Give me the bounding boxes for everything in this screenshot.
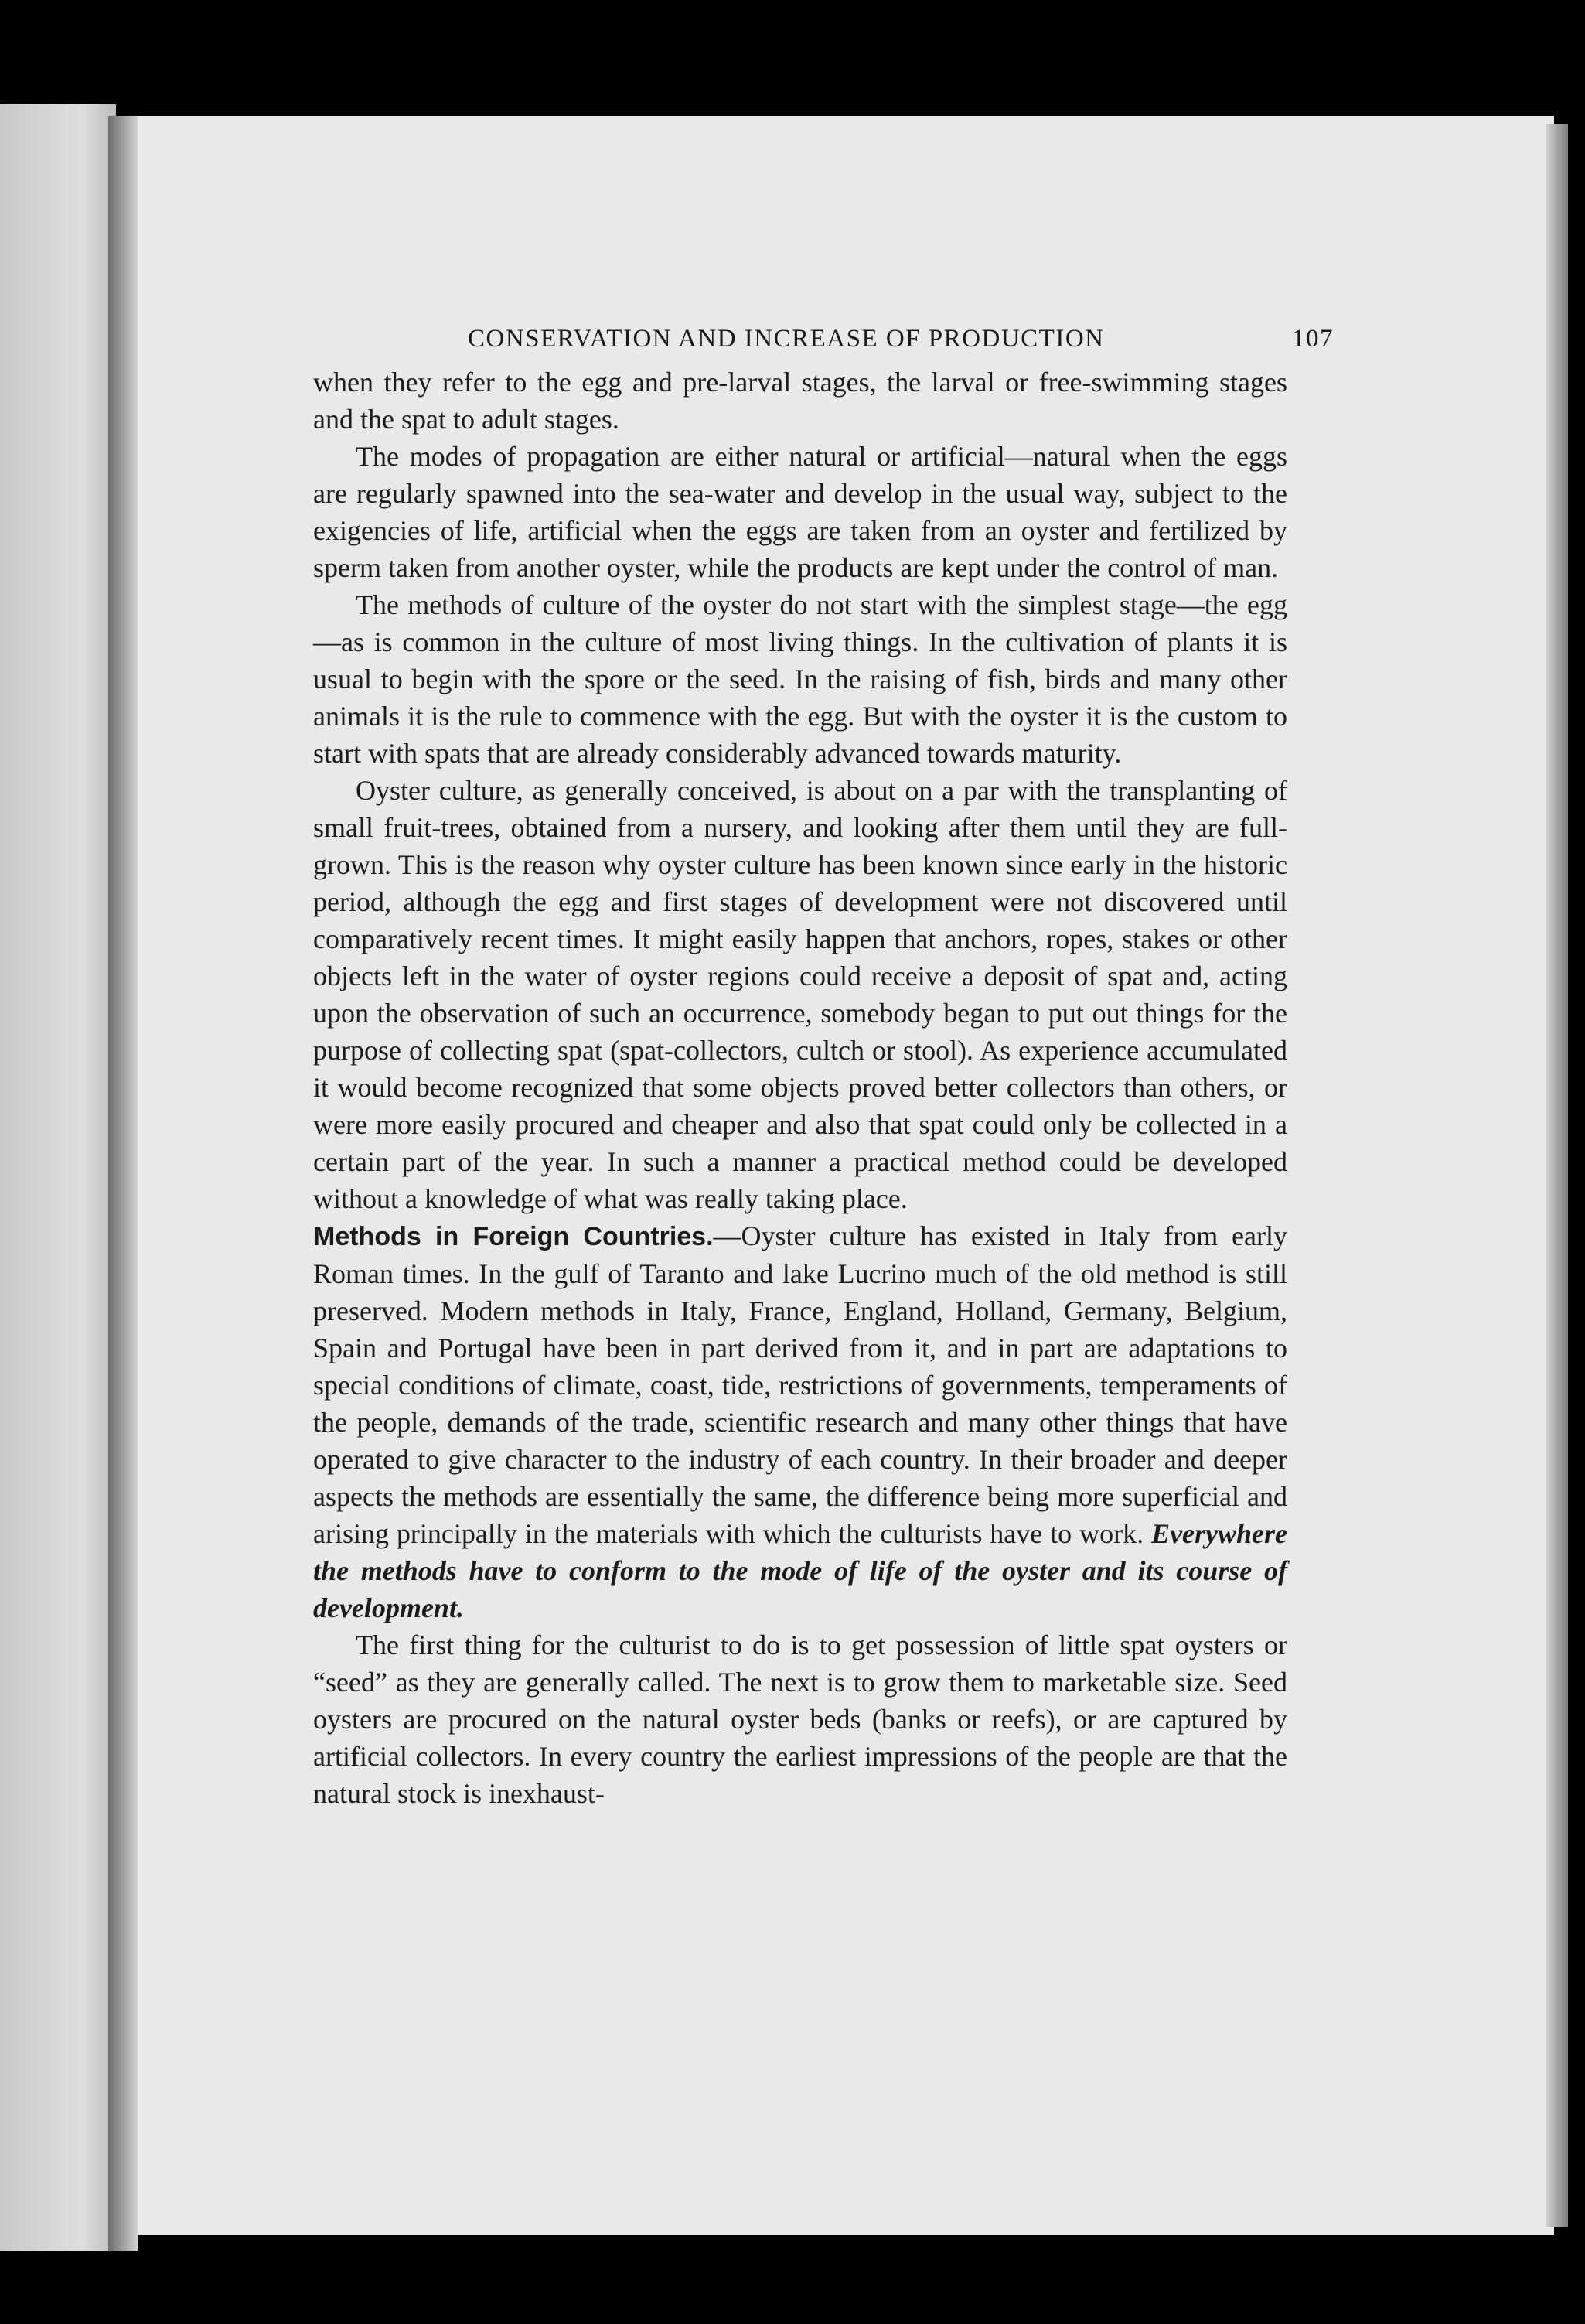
paragraph: when they refer to the egg and pre-larval stages, the larval or free-swimming stages and the spat to adult stages. — [313, 367, 1287, 435]
section-side-heading: Methods in Foreign Countries. — [313, 1222, 714, 1251]
binding-shadow — [108, 116, 138, 2251]
paragraph: The methods of culture of the oyster do not start with the simplest stage—the egg—as is common in the culture of most living things. In the cultivation of plants it is usual to begin with the spore or the seed. In the raising of fish, birds and many other animals it is the rule to commence with the egg. But with the oyster it is the custom to start with spats that are already considerably advanced towards maturity. — [313, 589, 1287, 769]
page-edge-right — [1546, 124, 1568, 2227]
paragraph-text: —Oyster culture has existed in Italy from early Roman times. In the gulf of Taranto and lake Lucrino much of the old method is still preserved. Modern methods in Italy, France, England, Holland, Germany, Belgium, Spain and Portugal have been in part derived from it, and in part are adaptations to special conditions of climate, coast, tide, restrictions of governments, temperaments of the people, demands of the trade, scientific research and many other things that have operated to give character to the industry of each country. In their broader and deeper aspects the methods are essentially the same, the difference being more superficial and arising principally in the materials with which the culturists have to work. — [313, 1220, 1287, 1549]
paragraph-with-side-head — [313, 1217, 1287, 1626]
running-head-title: CONSERVATION AND INCREASE OF PRODUCTION — [468, 325, 1105, 353]
paragraph: The first thing for the culturist to do is to get possession of little spat oysters or “seed” as they are generally called. The next is to grow them to marketable size. Seed oysters are procured on the natural oyster beds (banks or reefs), or are captured by artificial collectors. In every country the earliest impressions of the people are that the natural stock is inexhaust- — [313, 1630, 1287, 1809]
paragraph: The modes of propagation are either natural or artificial—natural when the eggs are regularly spawned into the sea-water and develop in the usual way, subject to the exigencies of life, artificial when the eggs are taken from an oyster and fertilized by sperm taken from another oyster, while the products are kept under the control of man. — [313, 441, 1287, 583]
emphasized-sentence: Everywhere the methods have to conform to the mode of life of the oyster and its course of development. — [313, 1518, 1288, 1623]
facing-page-edge — [0, 104, 116, 2251]
page-number: 107 — [1292, 325, 1334, 353]
paragraph: Oyster culture, as generally conceived, is about on a par with the transplanting of small fruit-trees, obtained from a nursery, and looking after them until they are full-grown. This is the reason why oyster culture has been known since early in the historic period, although the egg and first stages of development were not discovered until comparatively recent times. It might easily happen that anchors, ropes, stakes or other objects left in the water of oyster regions could receive a deposit of spat and, acting upon the observation of such an occurrence, somebody began to put out things for the purpose of collecting spat (spat-collectors, cultch or stool). As experience accumulated it would become recognized that some objects proved better collectors than others, or were more easily procured and cheaper and also that spat could only be collected in a certain part of the year. In such a manner a practical method could be developed without a knowledge of what was really taking place. — [313, 775, 1287, 1214]
running-head — [313, 325, 1334, 353]
body-text — [313, 363, 1287, 1812]
